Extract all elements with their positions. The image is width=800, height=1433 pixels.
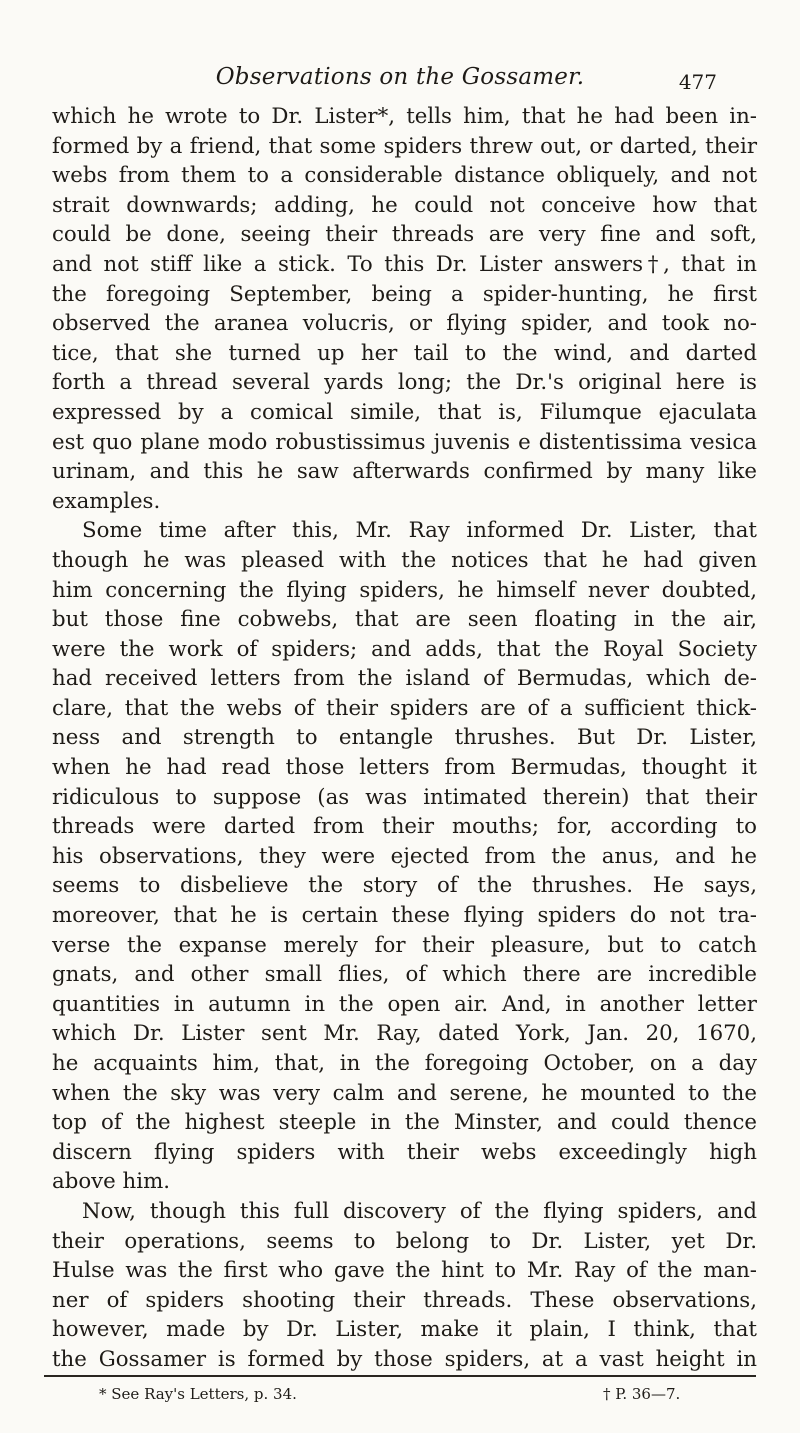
- text-line: ness and strength to entangle thrushes. But Dr. Lister,: [52, 725, 757, 751]
- text-line: est quo plane modo robustissimus juvenis e distentissima vesica: [52, 429, 757, 455]
- text-line: his observations, they were ejected from the anus, and he: [52, 843, 757, 869]
- running-title: Observations on the Gossamer.: [215, 64, 585, 90]
- footnote-1: * See Ray's Letters, p. 34.: [99, 1385, 297, 1403]
- text-line: above him.: [52, 1169, 171, 1195]
- text-line: could be done, seeing their threads are very fine and soft,: [52, 222, 757, 248]
- text-line: Now, though this full discovery of the flying spiders, and: [82, 1198, 757, 1224]
- text-line: which Dr. Lister sent Mr. Ray, dated York, Jan. 20, 1670,: [52, 1021, 757, 1047]
- footnotes: [0, 1385, 800, 1409]
- text-line: he acquaints him, that, in the foregoing October, on a day: [52, 1051, 757, 1076]
- text-line: expressed by a comical simile, that is, Filumque ejaculata: [52, 399, 757, 425]
- text-line: quantities in autumn in the open air. And, in another letter: [52, 991, 757, 1017]
- text-line: verse the expanse merely for their pleasure, but to catch: [52, 932, 757, 958]
- text-line: threads were darted from their mouths; for, according to: [52, 814, 757, 840]
- text-line: discern flying spiders with their webs exceedingly high: [52, 1139, 757, 1165]
- text-line: top of the highest steeple in the Minster, and could thence: [52, 1110, 757, 1136]
- footnote-rule: [44, 1375, 756, 1377]
- text-line: the Gossamer is formed by those spiders, at a vast height in: [52, 1346, 757, 1372]
- page-number: 477: [678, 70, 717, 94]
- text-line: seems to disbelieve the story of the thrushes. He says,: [52, 873, 757, 899]
- text-line: Hulse was the first who gave the hint to Mr. Ray of the man-: [52, 1258, 757, 1284]
- text-line: their operations, seems to belong to Dr. Lister, yet Dr.: [52, 1228, 757, 1254]
- text-line: ridiculous to suppose (as was intimated therein) that their: [52, 784, 757, 810]
- text-line: though he was pleased with the notices that he had given: [52, 547, 757, 573]
- text-line: moreover, that he is certain these flying spiders do not tra-: [52, 903, 757, 929]
- text-line: him concerning the flying spiders, he himself never doubted,: [52, 577, 757, 603]
- text-line: however, made by Dr. Lister, make it plain, I think, that: [52, 1317, 757, 1343]
- text-line: the foregoing September, being a spider-hunting, he first: [52, 281, 757, 307]
- text-line: forth a thread several yards long; the Dr.'s original here is: [52, 370, 757, 396]
- text-line: formed by a friend, that some spiders threw out, or darted, their: [52, 133, 757, 159]
- footnote-2: † P. 36—7.: [603, 1385, 681, 1403]
- text-line: clare, that the webs of their spiders are of a sufficient thick-: [52, 695, 757, 721]
- text-line: ner of spiders shooting their threads. These observations,: [52, 1287, 757, 1313]
- text-line: had received letters from the island of Bermudas, which de-: [52, 666, 757, 692]
- text-line: when he had read those letters from Bermudas, thought it: [52, 755, 757, 781]
- text-line: gnats, and other small flies, of which there are incredible: [52, 962, 757, 988]
- text-line: strait downwards; adding, he could not conceive how that: [52, 192, 757, 218]
- text-line: urinam, and this he saw afterwards confirmed by many like: [52, 459, 757, 485]
- text-line: were the work of spiders; and adds, that the Royal Society: [52, 636, 757, 662]
- text-line: webs from them to a considerable distance obliquely, and not: [52, 163, 757, 189]
- text-line: when the sky was very calm and serene, he mounted to the: [52, 1080, 757, 1106]
- text-line: but those fine cobwebs, that are seen floating in the air,: [52, 607, 757, 633]
- body-text: [52, 102, 757, 1375]
- running-head: [0, 64, 800, 104]
- text-line: and not stiff like a stick. To this Dr. Lister answers†, that in: [52, 251, 757, 277]
- text-line: observed the aranea volucris, or flying spider, and took no-: [52, 311, 757, 337]
- text-line: tice, that she turned up her tail to the wind, and darted: [52, 340, 757, 366]
- text-line: examples.: [52, 488, 161, 514]
- text-line: Some time after this, Mr. Ray informed Dr. Lister, that: [82, 518, 757, 544]
- text-line: which he wrote to Dr. Lister*, tells him, that he had been in-: [52, 104, 757, 129]
